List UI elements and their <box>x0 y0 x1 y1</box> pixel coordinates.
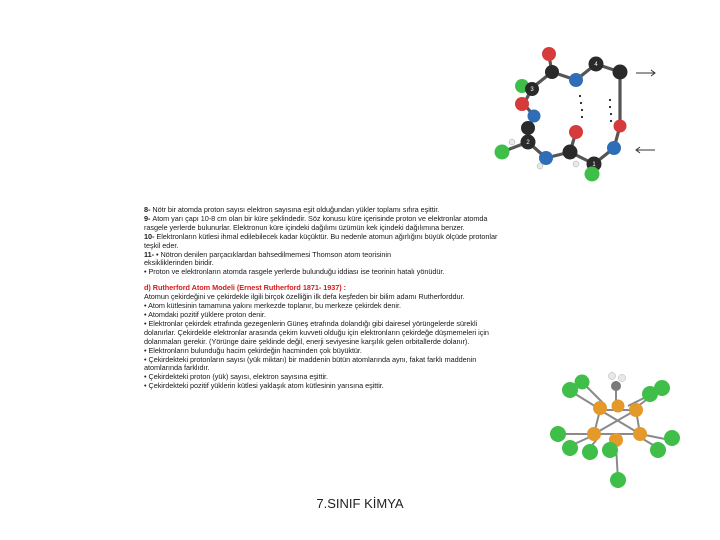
chlorine-atom <box>550 426 566 442</box>
line-text: • Atom kütlesinin tamamına yakını merkezde toplanır, bu merkeze çekirdek denir. <box>144 302 401 311</box>
text-line <box>144 320 574 329</box>
chlorine-atom <box>650 442 666 458</box>
chlorine-atom <box>585 167 600 182</box>
hydrogen-atom <box>573 161 579 167</box>
copper-atom <box>629 403 643 417</box>
hydrogen-atom <box>509 139 515 145</box>
line-text: Nötr bir atomda proton sayısı elektron sayısına eşit olduğundan yükler toplamı sıfıra eşittir. <box>152 206 440 214</box>
line-text: Elektronların kütlesi ihmal edilebilecek kadar küçüktür. Bu nedenle atomun ağırlığını büyük ölçüde protonlar <box>156 232 498 241</box>
nitrogen-atom <box>569 73 583 87</box>
carbon-atom <box>521 121 535 135</box>
item-number: 9- <box>144 214 153 223</box>
chlorine-atom <box>495 145 510 160</box>
cluster-atoms <box>550 373 680 489</box>
hydrogen-bond-dots <box>579 95 612 122</box>
cluster-illustration <box>548 360 688 490</box>
line-text: eksikliklerinden biridir. <box>144 259 214 268</box>
text-line <box>144 347 574 356</box>
atom-label: 2 <box>526 140 530 146</box>
text-line <box>144 364 574 373</box>
text-line <box>144 206 574 215</box>
atom-label: 4 <box>594 62 598 68</box>
section-heading <box>144 284 574 293</box>
bond-lines <box>502 56 620 172</box>
oxygen-atom <box>614 120 627 133</box>
chlorine-atom <box>602 442 618 458</box>
line-text: Atom yarı çapı 10-8 cm olan bir küre şeklindedir. Söz konusu küre içerisinde proton ve elektronlar atomda <box>152 214 488 223</box>
text-line <box>144 311 574 320</box>
chlorine-atom <box>582 444 598 460</box>
atom-label: 1 <box>592 162 596 168</box>
line-text: • Elektronlar çekirdek etrafında gezegenlerin Güneş etrafında dolandığı gibi dairesel yörüngelerde sürekli <box>144 319 478 328</box>
item-number: 8- <box>144 206 153 214</box>
line-text: Atomun çekirdeğini ve çekirdekle ilgili birçok özelliğin ilk defa keşfeden bir bilim adamı Rutherforddur. <box>144 293 465 302</box>
text-line <box>144 242 574 251</box>
text-line <box>144 329 574 338</box>
chlorine-atom <box>654 380 670 396</box>
lesson-text <box>144 206 574 391</box>
heading-text: d) Rutherford Atom Modeli (Ernest Rutherford 1871- 1937) : <box>144 284 346 293</box>
paragraph-gap <box>144 277 574 284</box>
line-text: • Çekirdekteki pozitif yüklerin kütlesi yaklaşık atom kütlesinin yarısına eşittir. <box>144 382 384 391</box>
text-line <box>144 224 574 233</box>
item-number: 11- <box>144 250 156 259</box>
chlorine-atom <box>664 430 680 446</box>
line-text: • Nötron denilen parçacıklardan bahsedilmemesi Thomson atom teorisinin <box>155 250 391 259</box>
arrow-right-icon <box>636 70 655 76</box>
line-text: dolanmaları gerekir. (Yörünge daire şeklinde değil, enerji seviyesine karşılık gelen orbitallerde dolanır). <box>144 337 470 346</box>
copper-atom <box>587 427 601 441</box>
line-text: • Çekirdekteki proton (yük) sayısı, elektron sayısına eşittir. <box>144 373 328 382</box>
chlorine-atom <box>562 440 578 456</box>
nitrogen-atom <box>539 151 553 165</box>
text-line <box>144 382 574 391</box>
nitrogen-atom <box>528 110 541 123</box>
line-text: atomlarında farklıdır. <box>144 364 210 373</box>
slide-footer: 7.SINIF KİMYA <box>316 496 404 511</box>
text-line <box>144 259 574 268</box>
arrow-left-icon <box>636 147 655 153</box>
copper-atom <box>633 427 647 441</box>
text-line <box>144 233 574 242</box>
line-text: • Elektronların bulunduğu hacim çekirdeğin hacminden çok büyüktür. <box>144 346 362 355</box>
text-line <box>144 268 574 277</box>
molecule-illustration <box>488 40 668 190</box>
text-line <box>144 251 574 260</box>
oxygen-atom <box>542 47 556 61</box>
oxygen-atom <box>515 97 529 111</box>
line-text: • Atomdaki pozitif yüklere proton denir. <box>144 310 266 319</box>
item-number: 10- <box>144 232 157 241</box>
carbon-atom <box>611 381 621 391</box>
hydrogen-atom <box>537 163 543 169</box>
chlorine-atom <box>610 472 626 488</box>
hydrogen-atom <box>619 375 626 382</box>
text-line <box>144 293 574 302</box>
text-line <box>144 215 574 224</box>
line-text: • Çekirdekteki protonların sayısı (yük miktarı) bir maddenin bütün atomlarında aynı, fakat farklı maddenin <box>144 355 477 364</box>
text-line <box>144 302 574 311</box>
line-text: dolanırlar. Çekirdekle elektronlar arasında çekim kuvveti olduğu için elektronların çekirdeğe düşmemeleri için <box>144 328 489 337</box>
carbon-atom <box>563 145 578 160</box>
text-line <box>144 338 574 347</box>
oxygen-atom <box>569 125 583 139</box>
text-line <box>144 373 574 382</box>
hydrogen-atom <box>609 373 616 380</box>
carbon-atom <box>545 65 559 79</box>
copper-atom <box>612 400 625 413</box>
text-line <box>144 356 574 365</box>
line-text: • Proton ve elektronların atomda rasgele yerlerde bulunduğu iddiası ise teorinin hatalı yönüdür. <box>144 268 445 277</box>
chlorine-atom <box>575 375 590 390</box>
copper-atom <box>593 401 607 415</box>
line-text: rasgele yerlerde bulunurlar. Elektronun küre içindeki dağılımı üzümün kek içindeki dağılımına benzer. <box>144 223 465 232</box>
carbon-atom <box>613 65 628 80</box>
atom-label: 3 <box>530 87 534 93</box>
nitrogen-atom <box>607 141 621 155</box>
line-text: teşkil eder. <box>144 241 179 250</box>
